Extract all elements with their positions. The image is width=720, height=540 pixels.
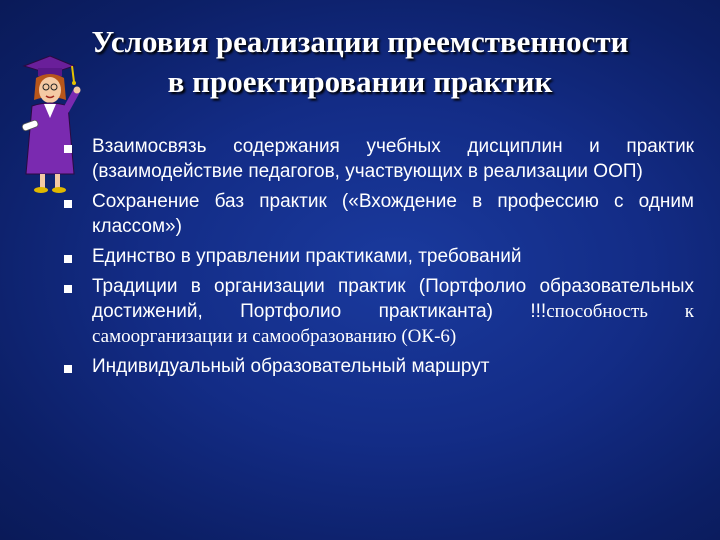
square-bullet-icon xyxy=(64,200,72,208)
bullet-item xyxy=(64,274,694,349)
bullet-list xyxy=(64,134,694,384)
square-bullet-icon xyxy=(64,255,72,263)
slide-title xyxy=(0,22,720,102)
bullet-text: Сохранение баз практик («Вхождение в профессию с одним классом») xyxy=(92,191,694,237)
bullet-text: Единство в управлении практиками, требований xyxy=(92,246,522,267)
bullet-text: Индивидуальный образовательный маршрут xyxy=(92,356,490,377)
square-bullet-icon xyxy=(64,285,72,293)
bullet-text: Взаимосвязь содержания учебных дисциплин и практик (взаимодействие педагогов, участвующих в реализации ООП) xyxy=(92,136,694,182)
title-line-1: Условия реализации преемственности xyxy=(91,24,629,59)
square-bullet-icon xyxy=(64,145,72,153)
note-prefix: !!! xyxy=(530,301,547,322)
bullet-item xyxy=(64,134,694,184)
bullet-item xyxy=(64,244,694,269)
bullet-item xyxy=(64,189,694,239)
bullet-item xyxy=(64,354,694,379)
square-bullet-icon xyxy=(64,365,72,373)
bullet-text: Традиции в организации практик (Портфолио образовательных достижений, Портфолио практиканта) xyxy=(92,276,694,322)
competency-note: способность к самоорганизации и самообразованию (ОК-6) xyxy=(92,301,694,347)
title-line-2: в проектировании практик xyxy=(167,64,553,99)
